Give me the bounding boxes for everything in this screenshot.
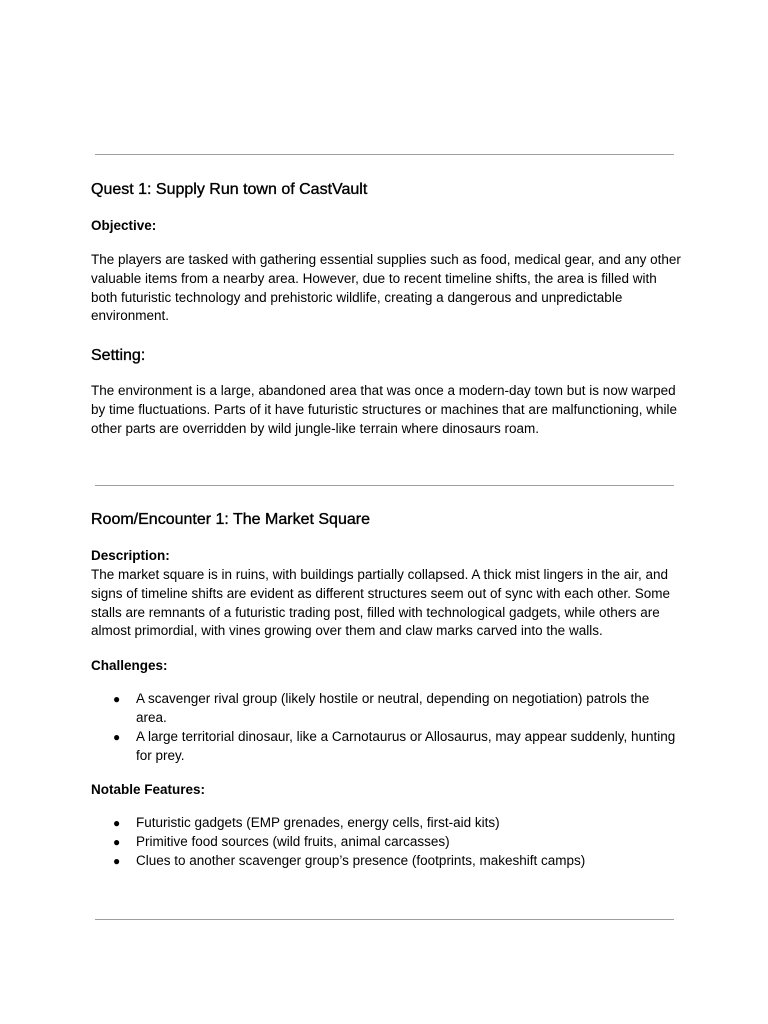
challenges-list (91, 690, 681, 765)
objective-label: Objective: (91, 218, 157, 233)
challenge-text: A large territorial dinosaur, like a Carnotaurus or Allosaurus, may appear suddenly, hunting for prey. (136, 728, 676, 763)
challenge-text: A scavenger rival group (likely hostile or neutral, depending on negotiation) patrols the area. (136, 691, 650, 725)
horizontal-rule-bottom (95, 919, 674, 920)
list-item (91, 814, 681, 833)
bullet-icon: ● (113, 692, 121, 707)
objective-text: The players are tasked with gathering essential supplies such as food, medical gear, and any other valuable items from a nearby area. However, due to recent timeline shifts, the area is filled with both futuristic technology and prehistoric wildlife, creating a dangerous and unpredictable environment. (91, 252, 681, 324)
horizontal-rule-top (95, 154, 674, 155)
challenges-label: Challenges: (91, 658, 168, 674)
feature-text: Primitive food sources (wild fruits, animal carcasses) (136, 834, 450, 850)
list-item (91, 833, 681, 852)
list-item (91, 690, 681, 728)
horizontal-rule-middle (95, 485, 674, 486)
feature-text: Clues to another scavenger group’s presence (footprints, makeshift camps) (136, 852, 586, 868)
bullet-icon: ● (113, 729, 121, 744)
feature-text: Futuristic gadgets (EMP grenades, energy cells, first-aid kits) (136, 815, 500, 831)
description-text: The market square is in ruins, with buildings partially collapsed. A thick mist lingers in the air, and signs of timeline shifts are evident as different structures seem out of sync with each other. Some stalls are remnants of a futuristic trading post, filled with technological gadgets, while others are almost primordial, with vines growing over them and claw marks carved into the walls. (91, 567, 671, 639)
setting-heading: Setting: (91, 347, 146, 365)
encounter-section (91, 510, 681, 871)
features-list (91, 814, 681, 870)
bullet-icon: ● (113, 835, 121, 850)
encounter-title: Room/Encounter 1: The Market Square (91, 511, 370, 528)
bullet-icon: ● (113, 853, 121, 868)
list-item (91, 852, 681, 871)
quest-title: Quest 1: Supply Run town of CastVault (91, 181, 368, 198)
quest-section (91, 180, 681, 439)
list-item (91, 728, 681, 766)
description-label: Description: (91, 548, 170, 563)
bullet-icon: ● (113, 816, 121, 831)
features-label: Notable Features: (91, 782, 206, 798)
setting-text: The environment is a large, abandoned area that was once a modern-day town but is now warped by time fluctuations. Parts of it have futuristic structures or machines that are malfunctioning, while other parts are overridden by wild jungle-like terrain where dinosaurs roam. (91, 383, 678, 436)
